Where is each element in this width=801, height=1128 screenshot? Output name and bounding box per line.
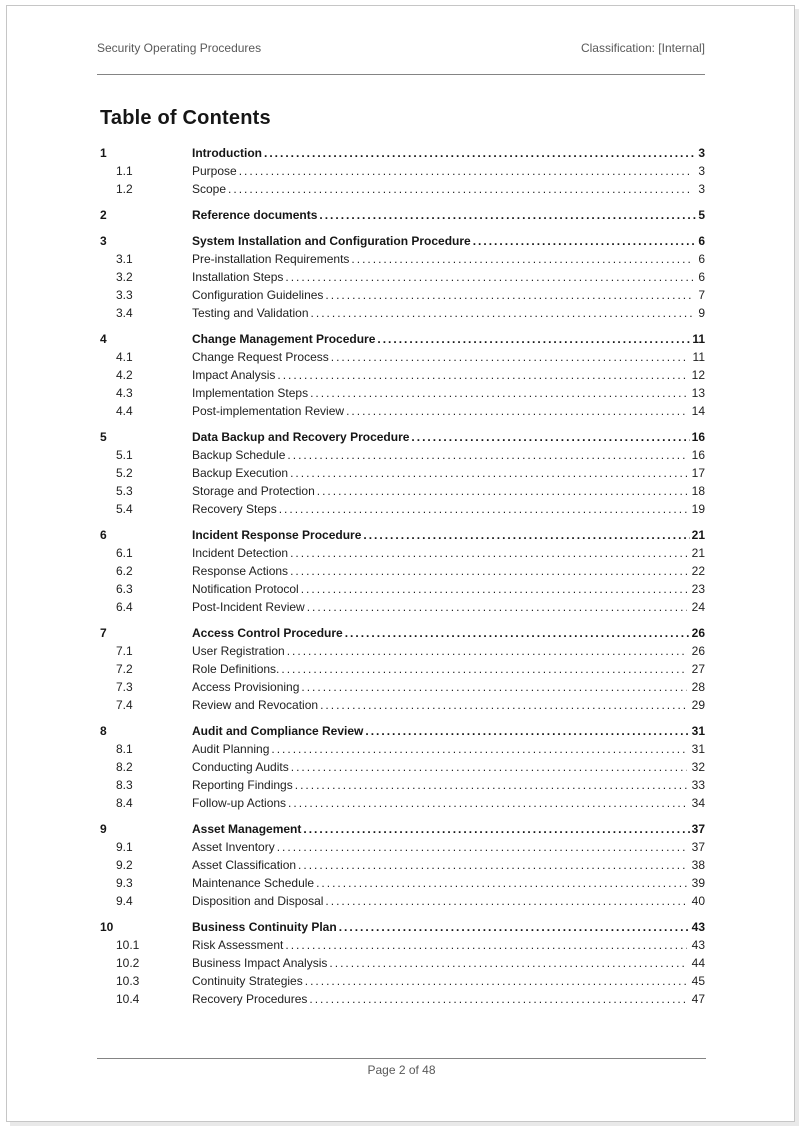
toc-dot-leader [411, 428, 689, 446]
toc-entry-page: 3 [698, 164, 705, 178]
toc-dot-leader [290, 464, 687, 482]
toc-entry[interactable] [97, 286, 705, 304]
toc-entry-number: 10.3 [116, 974, 140, 988]
toc-dot-leader [303, 820, 689, 838]
toc-entry-page: 29 [691, 698, 705, 712]
toc-dot-leader [277, 838, 687, 856]
toc-dot-leader [301, 580, 687, 598]
toc-dot-leader [291, 758, 687, 776]
toc-entry-title: Maintenance Schedule [192, 876, 315, 890]
toc-entry[interactable] [97, 776, 705, 794]
toc-entry-number: 9.2 [116, 858, 133, 872]
toc-entry[interactable] [97, 446, 705, 464]
toc-dot-leader [239, 162, 694, 180]
toc-entry-page: 5 [698, 208, 705, 222]
toc-dot-leader [346, 402, 687, 420]
toc-entry-title: Conducting Audits [192, 760, 289, 774]
toc-entry-number: 5 [100, 430, 107, 444]
toc-entry[interactable] [97, 838, 705, 856]
toc-entry[interactable] [97, 820, 705, 838]
toc-entry-page: 23 [691, 582, 705, 596]
toc-dot-leader [320, 696, 687, 714]
toc-entry-number: 3.1 [116, 252, 133, 266]
toc-dot-leader [271, 740, 686, 758]
toc-entry[interactable] [97, 918, 705, 936]
toc-dot-leader [310, 384, 687, 402]
toc-entry-page: 37 [691, 840, 705, 854]
toc-entry-title: Asset Management [192, 822, 302, 836]
toc-entry-title: User Registration [192, 644, 285, 658]
toc-entry-page: 47 [691, 992, 705, 1006]
toc-entry-page: 18 [691, 484, 705, 498]
toc-dot-leader [279, 500, 687, 518]
toc-entry-number: 6 [100, 528, 107, 542]
toc-entry-page: 39 [691, 876, 705, 890]
toc-entry-page: 31 [691, 724, 705, 738]
toc-dot-leader [264, 144, 696, 162]
toc-entry[interactable] [97, 232, 705, 250]
toc-entry-page: 6 [698, 270, 705, 284]
toc-dot-leader [281, 660, 686, 678]
toc-entry-number: 4.2 [116, 368, 133, 382]
toc-entry-title: Purpose [192, 164, 237, 178]
toc-entry-number: 9 [100, 822, 107, 836]
toc-entry[interactable] [97, 874, 705, 892]
toc-entry-number: 6.4 [116, 600, 133, 614]
toc-entry[interactable] [97, 642, 705, 660]
toc-entry-number: 6.2 [116, 564, 133, 578]
toc-entry-title: Access Provisioning [192, 680, 300, 694]
toc-entry-page: 45 [691, 974, 705, 988]
toc-entry-title: Reference documents [192, 208, 318, 222]
toc-entry-page: 31 [691, 742, 705, 756]
toc-entry-number: 7 [100, 626, 107, 640]
toc-entry-number: 5.1 [116, 448, 133, 462]
toc-entry-title: Testing and Validation [192, 306, 309, 320]
toc-entry-title: Reporting Findings [192, 778, 293, 792]
toc-dot-leader [329, 954, 686, 972]
toc-entry-title: Response Actions [192, 564, 289, 578]
toc-entry-page: 38 [691, 858, 705, 872]
toc-entry[interactable] [97, 678, 705, 696]
toc-entry[interactable] [97, 758, 705, 776]
toc-entry-title: Post-Incident Review [192, 600, 305, 614]
toc-entry-title: Implementation Steps [192, 386, 309, 400]
toc-entry[interactable] [97, 402, 705, 420]
toc-entry-title: Post-implementation Review [192, 404, 345, 418]
toc-entry-title: Follow-up Actions [192, 796, 287, 810]
toc-dot-leader [339, 918, 690, 936]
toc-entry-number: 8.2 [116, 760, 133, 774]
toc-dot-leader [288, 794, 687, 812]
toc-entry-title: System Installation and Configuration Procedure [192, 234, 471, 248]
toc-entry[interactable] [97, 936, 705, 954]
toc-entry-number: 5.2 [116, 466, 133, 480]
toc-dot-leader [277, 366, 686, 384]
toc-entry[interactable] [97, 990, 705, 1008]
toc-entry[interactable] [97, 892, 705, 910]
toc-dot-leader [309, 990, 686, 1008]
toc-entry-number: 7.4 [116, 698, 133, 712]
toc-entry-title: Scope [192, 182, 227, 196]
toc-dot-leader [363, 526, 689, 544]
toc-dot-leader [290, 544, 687, 562]
toc-entry-number: 1.2 [116, 182, 133, 196]
toc-entry[interactable] [97, 598, 705, 616]
document-page [6, 5, 795, 1122]
toc-entry-title: Recovery Steps [192, 502, 277, 516]
toc-dot-leader [351, 250, 693, 268]
toc-entry-page: 19 [691, 502, 705, 516]
toc-entry[interactable] [97, 856, 705, 874]
toc-entry-page: 21 [691, 528, 705, 542]
toc-entry-title: Disposition and Disposal [192, 894, 324, 908]
toc-entry-page: 3 [698, 182, 705, 196]
toc-entry-page: 9 [698, 306, 705, 320]
toc-entry-page: 21 [691, 546, 705, 560]
toc-dot-leader [301, 678, 686, 696]
toc-entry-page: 7 [698, 288, 705, 302]
toc-entry[interactable] [97, 330, 705, 348]
toc-entry-number: 5.3 [116, 484, 133, 498]
toc-entry[interactable] [97, 304, 705, 322]
toc-entry-title: Asset Inventory [192, 840, 275, 854]
toc-entry-title: Business Impact Analysis [192, 956, 328, 970]
toc-entry-title: Review and Revocation [192, 698, 319, 712]
toc-entry-number: 4 [100, 332, 107, 346]
toc-entry-title: Incident Response Procedure [192, 528, 362, 542]
toc-entry-title: Backup Execution [192, 466, 289, 480]
toc-entry-page: 33 [691, 778, 705, 792]
toc-entry-title: Audit and Compliance Review [192, 724, 364, 738]
toc-entry-page: 28 [691, 680, 705, 694]
toc-entry-number: 7.2 [116, 662, 133, 676]
toc-entry-title: Role Definitions. [192, 662, 280, 676]
toc-entry-page: 43 [691, 920, 705, 934]
page-header [97, 42, 705, 75]
toc-entry-number: 1.1 [116, 164, 133, 178]
toc-entry-title: Asset Classification [192, 858, 297, 872]
toc-entry-number: 3.2 [116, 270, 133, 284]
toc-entry-title: Access Control Procedure [192, 626, 343, 640]
toc-entry[interactable] [97, 348, 705, 366]
header-doc-title: Security Operating Procedures [97, 41, 262, 55]
toc-entry-page: 32 [691, 760, 705, 774]
toc-entry[interactable] [97, 366, 705, 384]
toc-entry-number: 7.3 [116, 680, 133, 694]
toc-entry-page: 13 [691, 386, 705, 400]
toc-entry-title: Installation Steps [192, 270, 284, 284]
toc-entry-page: 44 [691, 956, 705, 970]
toc-dot-leader [228, 180, 693, 198]
toc-entry[interactable] [97, 954, 705, 972]
toc-entry-number: 10.1 [116, 938, 140, 952]
toc-entry-title: Risk Assessment [192, 938, 284, 952]
page-footer [97, 1058, 706, 1077]
toc-entry[interactable] [97, 144, 705, 162]
toc-dot-leader [307, 598, 687, 616]
toc-entry[interactable] [97, 464, 705, 482]
toc-entry-page: 26 [691, 626, 705, 640]
toc-entry-title: Storage and Protection [192, 484, 315, 498]
toc-entry[interactable] [97, 972, 705, 990]
toc-entry-page: 16 [691, 430, 705, 444]
toc-entry[interactable] [97, 206, 705, 224]
toc-entry-title: Configuration Guidelines [192, 288, 324, 302]
toc-entry-number: 10.4 [116, 992, 140, 1006]
toc-entry-page: 27 [691, 662, 705, 676]
toc-entry-title: Recovery Procedures [192, 992, 308, 1006]
toc-dot-leader [316, 874, 687, 892]
toc-dot-leader [345, 624, 690, 642]
toc-entry-page: 34 [691, 796, 705, 810]
toc-entry[interactable] [97, 562, 705, 580]
toc-entry[interactable] [97, 696, 705, 714]
toc-dot-leader [295, 776, 687, 794]
toc-entry-title: Change Management Procedure [192, 332, 376, 346]
toc-entry[interactable] [97, 180, 705, 198]
toc-entry-number: 7.1 [116, 644, 133, 658]
toc-entry-page: 43 [691, 938, 705, 952]
toc-entry-page: 22 [691, 564, 705, 578]
toc-entry[interactable] [97, 722, 705, 740]
toc-entry[interactable] [97, 624, 705, 642]
toc-entry-number: 9.1 [116, 840, 133, 854]
toc-entry-title: Introduction [192, 146, 262, 160]
toc-entry[interactable] [97, 660, 705, 678]
toc-entry-title: Audit Planning [192, 742, 270, 756]
toc-entry-page: 14 [691, 404, 705, 418]
toc-entry-number: 2 [100, 208, 107, 222]
toc-entry-page: 40 [691, 894, 705, 908]
toc-dot-leader [331, 348, 688, 366]
toc-dot-leader [325, 892, 686, 910]
toc-entry-number: 8.1 [116, 742, 133, 756]
toc-entry-number: 6.3 [116, 582, 133, 596]
toc-entry-number: 3 [100, 234, 107, 248]
toc-entry-page: 12 [691, 368, 705, 382]
toc-dot-leader [317, 482, 687, 500]
toc-dot-leader [325, 286, 693, 304]
toc-entry-page: 37 [691, 822, 705, 836]
toc-entry[interactable] [97, 740, 705, 758]
toc-entry-title: Backup Schedule [192, 448, 286, 462]
toc-entry-page: 16 [691, 448, 705, 462]
toc-entry-page: 11 [692, 332, 705, 346]
page-title: Table of Contents [100, 107, 271, 129]
toc-entry-title: Change Request Process [192, 350, 329, 364]
toc-entry-title: Incident Detection [192, 546, 289, 560]
toc-entry-page: 6 [698, 234, 705, 248]
toc-dot-leader [365, 722, 689, 740]
toc-entry[interactable] [97, 794, 705, 812]
toc-dot-leader [298, 856, 687, 874]
toc-dot-leader [305, 972, 687, 990]
toc-dot-leader [287, 642, 687, 660]
toc-entry-number: 5.4 [116, 502, 133, 516]
toc-entry-number: 4.1 [116, 350, 133, 364]
toc-entry-page: 11 [692, 350, 705, 364]
toc-entry[interactable] [97, 482, 705, 500]
toc-dot-leader [285, 268, 693, 286]
toc-entry-number: 9.3 [116, 876, 133, 890]
toc-entry[interactable] [97, 428, 705, 446]
toc-entry[interactable] [97, 384, 705, 402]
toc-entry-title: Impact Analysis [192, 368, 276, 382]
toc-entry-number: 1 [100, 146, 107, 160]
toc-list [97, 144, 705, 1008]
toc-entry-number: 8.4 [116, 796, 133, 810]
toc-entry[interactable] [97, 580, 705, 598]
toc-entry[interactable] [97, 544, 705, 562]
toc-dot-leader [319, 206, 696, 224]
toc-entry-number: 10.2 [116, 956, 140, 970]
toc-dot-leader [285, 936, 686, 954]
toc-entry-title: Notification Protocol [192, 582, 299, 596]
toc-entry-page: 6 [698, 252, 705, 266]
toc-dot-leader [377, 330, 690, 348]
toc-dot-leader [473, 232, 697, 250]
toc-entry[interactable] [97, 268, 705, 286]
toc-entry[interactable] [97, 250, 705, 268]
toc-entry-number: 8 [100, 724, 107, 738]
toc-entry[interactable] [97, 526, 705, 544]
toc-entry-number: 3.3 [116, 288, 133, 302]
toc-entry-title: Data Backup and Recovery Procedure [192, 430, 410, 444]
header-classification: Classification: [Internal] [580, 41, 705, 55]
toc-dot-leader [290, 562, 687, 580]
toc-dot-leader [311, 304, 694, 322]
toc-entry-number: 3.4 [116, 306, 133, 320]
toc-entry-number: 8.3 [116, 778, 133, 792]
toc-entry-title: Pre-installation Requirements [192, 252, 350, 266]
toc-entry-number: 10 [100, 920, 114, 934]
toc-entry-title: Business Continuity Plan [192, 920, 337, 934]
toc-entry-number: 4.4 [116, 404, 133, 418]
toc-entry[interactable] [97, 162, 705, 180]
toc-dot-leader [287, 446, 686, 464]
toc-entry-number: 9.4 [116, 894, 133, 908]
toc-entry-number: 4.3 [116, 386, 133, 400]
toc-entry-title: Continuity Strategies [192, 974, 303, 988]
toc-entry[interactable] [97, 500, 705, 518]
toc-entry-page: 26 [691, 644, 705, 658]
toc-entry-number: 6.1 [116, 546, 133, 560]
toc-entry-page: 3 [698, 146, 705, 160]
toc-entry-page: 24 [691, 600, 705, 614]
footer-page-number: Page 2 of 48 [367, 1063, 436, 1077]
toc-entry-page: 17 [691, 466, 705, 480]
